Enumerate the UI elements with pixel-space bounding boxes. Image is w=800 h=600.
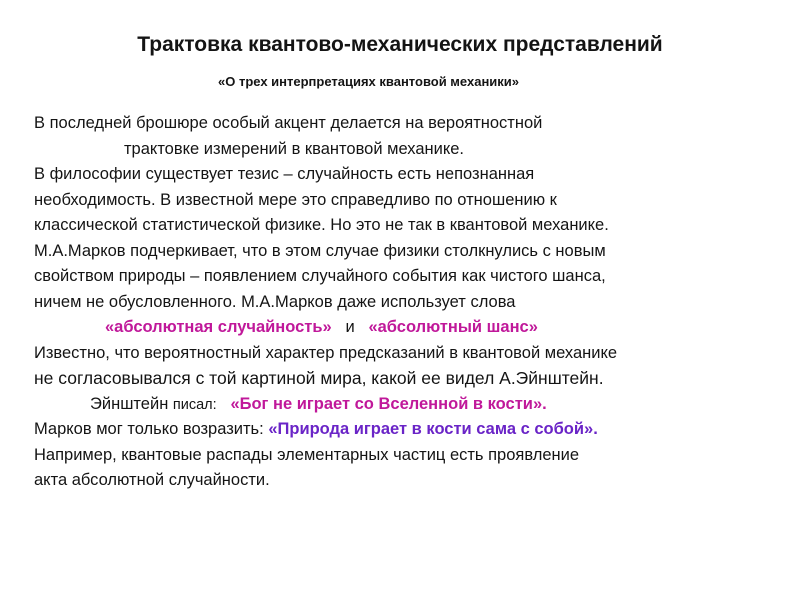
body-line-1: В последней брошюре особый акцент делается на вероятностной [34,114,543,132]
body-line-10: Известно, что вероятностный характер предсказаний в квантовой механике [34,343,618,362]
slide-subtitle: «О трех интерпретациях квантовой механики» [218,74,520,89]
body-line-9 [34,315,774,341]
body-line-12 [34,392,774,418]
body-line-6: М.А.Марков подчеркивает, что в этом случае физики столкнулись с новым [34,241,606,260]
body-line-2: трактовке измерений в квантовой механике. [124,139,465,158]
slide-title: Трактовка квантово-механических представлений [137,33,663,56]
body-line-13 [34,417,774,443]
quote-nature-dice: «Природа играет в кости сама с собой». [268,420,598,438]
body-line-4: необходимость. В известной мере это справедливо по отношению к [34,190,557,209]
body-line-7: свойством природы – появлением случайного события как чистого шанса, [34,267,606,285]
conjunction-and: и [345,318,355,336]
body-line-8: ничем не обусловленного. М.А.Марков даже использует слова [34,292,516,311]
slide-body [34,111,774,494]
markov-reply-text: Марков мог только возразить: [34,420,264,438]
quote-absolute-chance: «абсолютный шанс» [368,318,538,336]
body-line-5: классической статистической физике. Но это не так в квантовой механике. [34,216,609,234]
einstein-wrote: писал: [172,396,217,413]
body-line-11: не согласовывался с той картиной мира, какой ее видел А.Эйнштейн. [34,368,604,388]
quote-absolute-randomness: «абсолютная случайность» [105,318,332,336]
body-line-15: акта абсолютной случайности. [34,471,270,489]
quote-god-dice: «Бог не играет со Вселенной в кости». [230,394,547,413]
body-line-3: В философии существует тезис – случайность есть непознанная [34,165,535,183]
einstein-name: Эйнштейн [90,394,169,413]
body-line-14: Например, квантовые распады элементарных частиц есть проявление [34,445,580,464]
